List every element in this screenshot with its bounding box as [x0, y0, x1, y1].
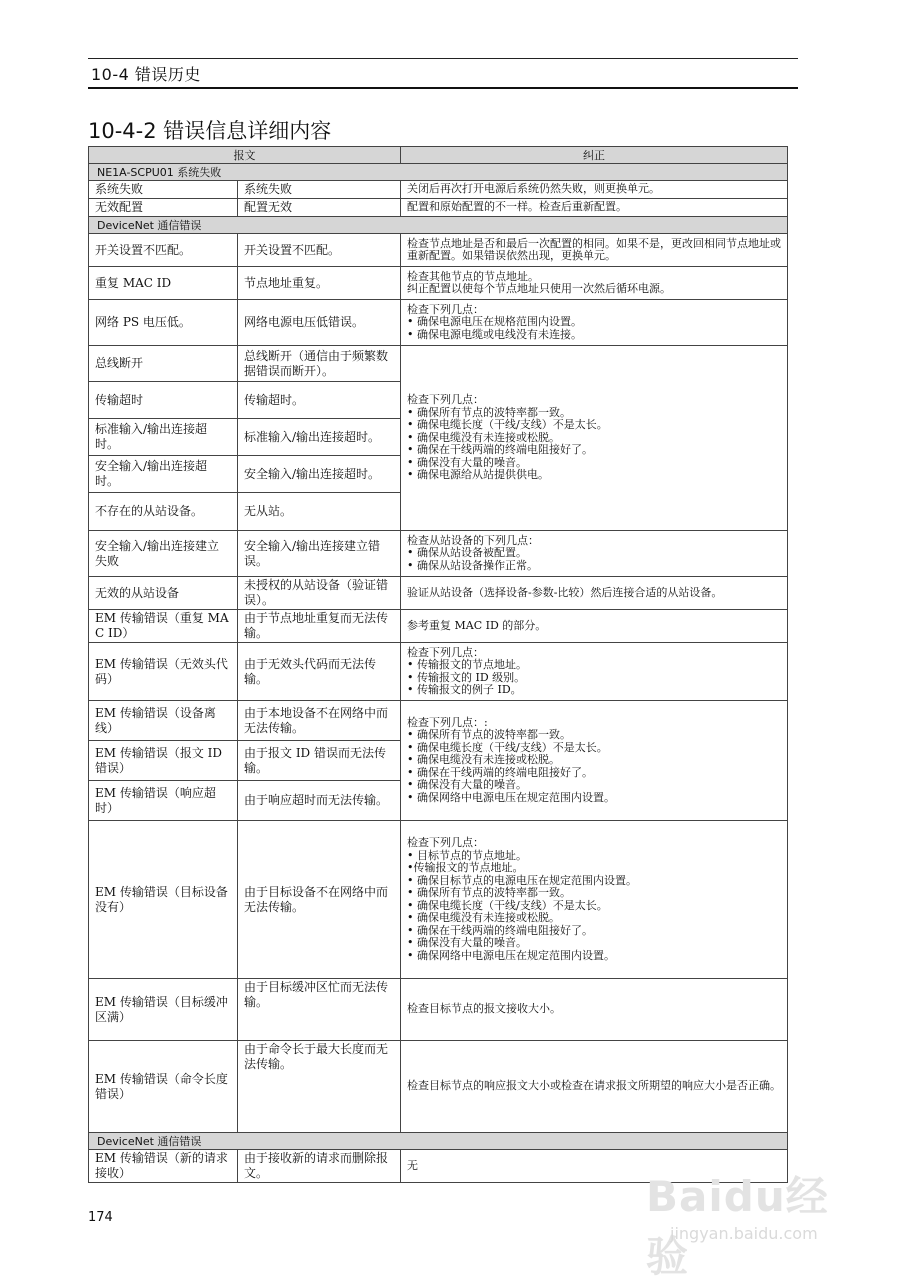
- error-message: 不存在的从站设备。: [89, 493, 238, 531]
- table-header-row: [89, 147, 788, 164]
- correction: 参考重复 MAC ID 的部分。: [401, 610, 788, 643]
- error-message: EM 传输错误（设备离线）: [89, 701, 238, 741]
- error-message: 网络 PS 电压低。: [89, 300, 238, 346]
- column-header-correction: 纠正: [401, 147, 788, 164]
- error-description: 未授权的从站设备（验证错误）。: [238, 577, 401, 610]
- correction-line: • 确保所有节点的波特率都一致。: [407, 728, 571, 742]
- correction-line: • 确保在干线两端的终端电阻接好了。: [407, 765, 593, 779]
- correction-line: • 确保电缆长度（干线/支线）不是太长。: [407, 418, 608, 432]
- group-label: DeviceNet 通信错误: [89, 217, 788, 234]
- baidu-watermark: [640, 1150, 870, 1281]
- error-message: 开关设置不匹配。: [89, 234, 238, 267]
- error-description: 总线断开（通信由于频繁数据错误而断开）。: [238, 346, 401, 382]
- error-message: EM 传输错误（无效头代码）: [89, 643, 238, 701]
- group-row: [89, 1133, 788, 1150]
- error-message: EM 传输错误（重复 MAC ID）: [89, 610, 238, 643]
- correction-line: 检查下列几点：: [407, 393, 484, 407]
- correction: 检查节点地址是否和最后一次配置的相同。如果不是，更改回相同节点地址或重新配置。如果错误依然出现，更换单元。: [401, 234, 788, 267]
- error-message: EM 传输错误（命令长度错误）: [89, 1041, 238, 1133]
- correction-line: • 确保没有大量的噪音。: [407, 778, 527, 792]
- error-description: 由于无效头代码而无法传输。: [238, 643, 401, 701]
- correction-line: • 确保电缆长度（干线/支线）不是太长。: [407, 740, 608, 754]
- error-message: 安全输入/输出连接超时。: [89, 456, 238, 493]
- correction-line: • 确保目标节点的电源电压在规定范围内设置。: [407, 873, 637, 887]
- correction: [401, 531, 788, 577]
- error-description: 由于目标缓冲区忙而无法传输。: [238, 979, 401, 1041]
- table-row: [89, 1041, 788, 1133]
- table-row: [89, 346, 788, 382]
- table-row: [89, 199, 788, 217]
- top-rule: [88, 58, 798, 59]
- correction-line: • 目标节点的节点地址。: [407, 848, 527, 862]
- error-message: EM 传输错误（新的请求接收）: [89, 1150, 238, 1183]
- table-row: [89, 181, 788, 199]
- correction-line: 检查其他节点的节点地址。: [407, 269, 539, 283]
- error-message: 标准输入/输出连接超时。: [89, 419, 238, 456]
- correction: 检查目标节点的报文接收大小。: [401, 979, 788, 1041]
- table-row: [89, 234, 788, 267]
- error-message: 总线断开: [89, 346, 238, 382]
- error-message: 系统失败: [89, 181, 238, 199]
- correction: [401, 643, 788, 701]
- error-message: EM 传输错误（目标设备没有）: [89, 821, 238, 979]
- table-row: [89, 531, 788, 577]
- table-row: [89, 643, 788, 701]
- correction-line: • 确保所有节点的波特率都一致。: [407, 405, 571, 419]
- error-description: 系统失败: [238, 181, 401, 199]
- correction-line: • 确保网络中电源电压在规定范围内设置。: [407, 790, 615, 804]
- error-description: 由于本地设备不在网络中而无法传输。: [238, 701, 401, 741]
- error-description: 配置无效: [238, 199, 401, 217]
- correction-line: • 确保电源给从站提供供电。: [407, 468, 549, 482]
- group-row: [89, 217, 788, 234]
- error-description: 无从站。: [238, 493, 401, 531]
- correction: [401, 300, 788, 346]
- error-description: 由于命令长于最大长度而无法传输。: [238, 1041, 401, 1133]
- error-description: 节点地址重复。: [238, 267, 401, 300]
- group-label: NE1A-SCPU01 系统失败: [89, 164, 788, 181]
- correction-line: • 确保电缆没有未连接或松脱。: [407, 911, 560, 924]
- correction-line: • 确保网络中电源电压在规定范围内设置。: [407, 948, 615, 962]
- correction-line: • 确保电缆没有未连接或松脱。: [407, 430, 560, 444]
- section-header: 10-4 错误历史: [91, 65, 201, 84]
- table-row: [89, 821, 788, 979]
- error-description: 开关设置不匹配。: [238, 234, 401, 267]
- correction-line: • 确保在干线两端的终端电阻接好了。: [407, 443, 593, 457]
- correction: [401, 267, 788, 300]
- error-description: 标准输入/输出连接超时。: [238, 419, 401, 456]
- error-message: 安全输入/输出连接建立失败: [89, 531, 238, 577]
- error-description: 网络电源电压低错误。: [238, 300, 401, 346]
- watermark-logo: Baidu经验: [646, 1172, 829, 1281]
- correction-line: 检查从站设备的下列几点：: [407, 533, 539, 547]
- table-row: [89, 267, 788, 300]
- page-number: 174: [88, 1210, 113, 1225]
- group-label: DeviceNet 通信错误: [89, 1133, 788, 1150]
- correction-line: • 传输报文的例子 ID。: [407, 683, 522, 696]
- error-description: 由于目标设备不在网络中而无法传输。: [238, 821, 401, 979]
- table-row: [89, 701, 788, 741]
- error-description: 由于节点地址重复而无法传输。: [238, 610, 401, 643]
- watermark-url: jingyan.baidu.com: [670, 1224, 818, 1243]
- table-row: [89, 610, 788, 643]
- table-row: [89, 577, 788, 610]
- error-description: 由于接收新的请求而删除报文。: [238, 1150, 401, 1183]
- error-message: 传输超时: [89, 382, 238, 419]
- table-row: [89, 300, 788, 346]
- correction: [401, 346, 788, 531]
- correction-line: 检查下列几点：: [407, 836, 484, 849]
- correction-line: • 确保电缆没有未连接或松脱。: [407, 753, 560, 767]
- column-header-report: 报文: [89, 147, 401, 164]
- error-description: 由于响应超时而无法传输。: [238, 781, 401, 821]
- page-title: 10-4-2 错误信息详细内容: [88, 119, 332, 143]
- correction: 检查目标节点的响应报文大小或检查在请求报文所期望的响应大小是否正确。: [401, 1041, 788, 1133]
- correction-line: • 传输报文的 ID 级别。: [407, 670, 526, 684]
- correction-line: 检查下列几点：: [407, 645, 484, 659]
- correction: [401, 701, 788, 821]
- correction-line: 检查下列几点：:: [407, 715, 488, 729]
- error-description: 安全输入/输出连接超时。: [238, 456, 401, 493]
- correction-line: • 确保在干线两端的终端电阻接好了。: [407, 923, 593, 937]
- error-message: 无效的从站设备: [89, 577, 238, 610]
- correction-line: • 确保没有大量的噪音。: [407, 455, 527, 469]
- correction-line: 纠正配置以使每个节点地址只使用一次然后循环电源。: [407, 282, 671, 295]
- correction-line: • 确保电源电压在规格范围内设置。: [407, 315, 582, 329]
- error-message: EM 传输错误（目标缓冲区满）: [89, 979, 238, 1041]
- correction: 配置和原始配置的不一样。检查后重新配置。: [401, 199, 788, 217]
- correction-line: • 确保从站设备操作正常。: [407, 558, 538, 572]
- correction-line: • 确保电源电缆或电线没有未连接。: [407, 327, 582, 341]
- correction-line: • 确保从站设备被配置。: [407, 546, 527, 560]
- error-detail-table: [88, 146, 788, 1183]
- correction-line: •传输报文的节点地址。: [407, 861, 524, 874]
- group-row: [89, 164, 788, 181]
- error-message: EM 传输错误（响应超时）: [89, 781, 238, 821]
- correction-line: • 确保所有节点的波特率都一致。: [407, 886, 571, 899]
- correction-line: 检查下列几点：: [407, 302, 484, 316]
- correction: [401, 821, 788, 979]
- correction-line: • 确保电缆长度（干线/支线）不是太长。: [407, 898, 608, 912]
- correction-line: • 确保没有大量的噪音。: [407, 936, 527, 949]
- correction: 验证从站设备（选择设备-参数-比较）然后连接合适的从站设备。: [401, 577, 788, 610]
- table-row: [89, 979, 788, 1041]
- error-description: 安全输入/输出连接建立错误。: [238, 531, 401, 577]
- correction-line: • 传输报文的节点地址。: [407, 658, 527, 671]
- correction: 无: [401, 1150, 788, 1183]
- error-description: 由于报文 ID 错误而无法传输。: [238, 741, 401, 781]
- section-rule: [88, 87, 798, 89]
- error-message: 重复 MAC ID: [89, 267, 238, 300]
- correction: 关闭后再次打开电源后系统仍然失败，则更换单元。: [401, 181, 788, 199]
- error-description: 传输超时。: [238, 382, 401, 419]
- error-message: EM 传输错误（报文 ID 错误）: [89, 741, 238, 781]
- error-message: 无效配置: [89, 199, 238, 217]
